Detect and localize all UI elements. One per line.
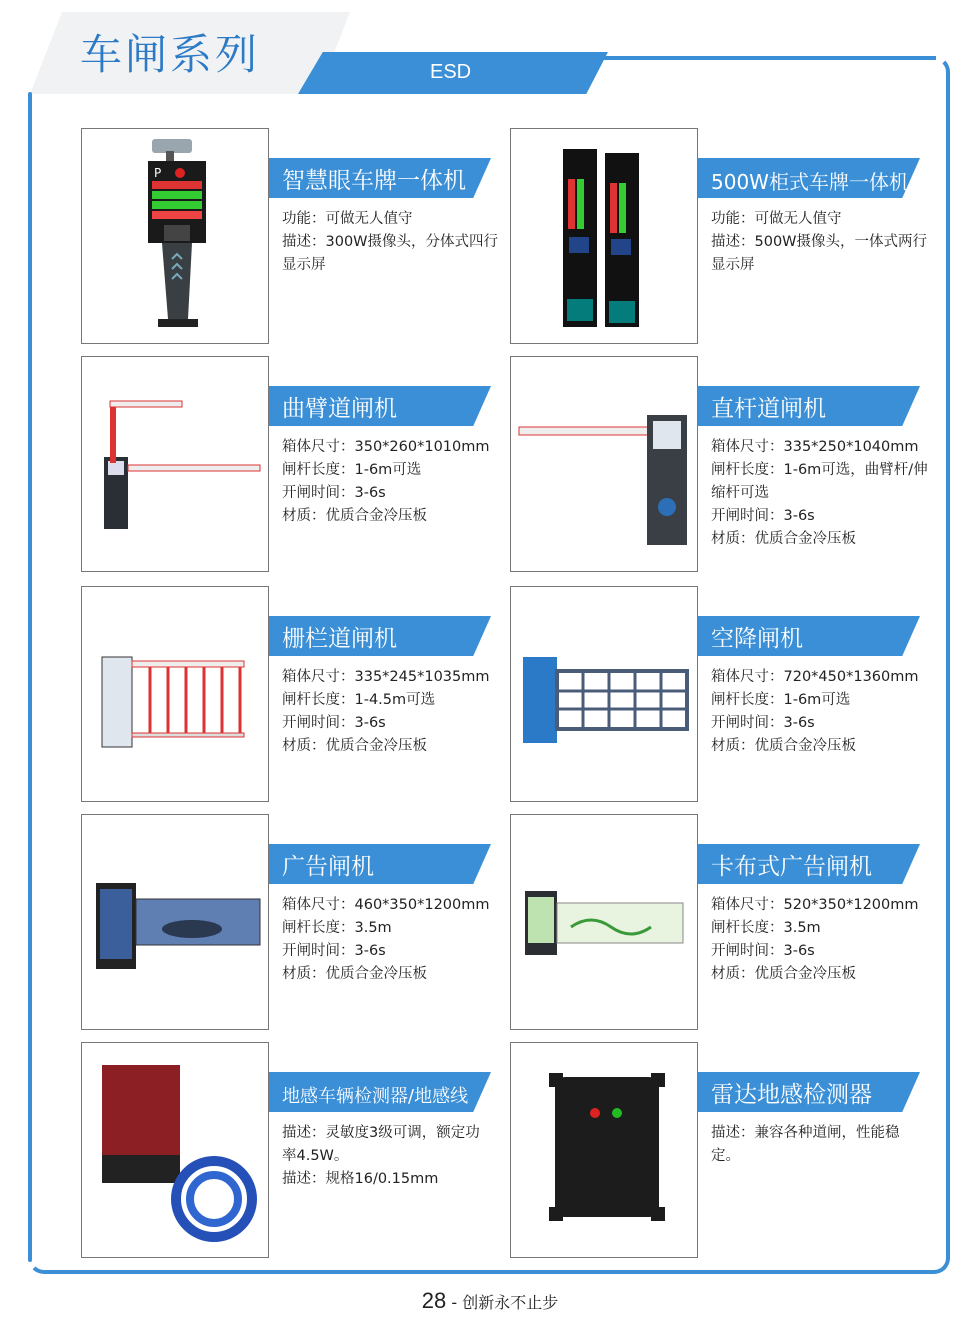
page-title: 车闸系列 xyxy=(80,30,261,79)
product-image-folding-barrier xyxy=(81,356,269,572)
spec-line: 材质：优质合金冷压板 xyxy=(711,738,856,754)
spec-line: 箱体尺寸：335*245*1035mm xyxy=(282,669,490,685)
spec-line: 功能：可做无人值守 xyxy=(711,211,842,227)
product-description xyxy=(711,436,936,551)
spec-line: 描述：兼容各种道闸，性能稳定。 xyxy=(711,1125,900,1164)
spec-line: 箱体尺寸：460*350*1200mm xyxy=(282,897,490,913)
spec-line: 闸杆长度：3.5m xyxy=(282,920,392,936)
product-title: 空降闸机 xyxy=(711,626,803,652)
product-card xyxy=(81,128,511,346)
product-title: 智慧眼车牌一体机 xyxy=(282,168,466,194)
product-description xyxy=(711,894,936,986)
product-image-fabric-ad-barrier xyxy=(510,814,698,1030)
page-number: 28 xyxy=(421,1288,447,1313)
product-image-airdrop-barrier xyxy=(510,586,698,802)
product-image-ad-barrier xyxy=(81,814,269,1030)
product-image-loop-detector xyxy=(81,1042,269,1258)
product-card xyxy=(510,586,940,804)
page-footer xyxy=(0,1288,980,1314)
spec-line: 闸杆长度：1-6m可选 xyxy=(282,462,422,478)
product-image-straight-barrier xyxy=(510,356,698,572)
spec-line: 描述：500W摄像头，一体式两行显示屏 xyxy=(711,234,928,273)
product-description xyxy=(282,666,507,758)
product-description xyxy=(282,436,507,528)
product-image-fence-barrier xyxy=(81,586,269,802)
product-image-radar-detector xyxy=(510,1042,698,1258)
product-title: 广告闸机 xyxy=(282,854,374,880)
product-description xyxy=(282,1122,487,1191)
svg-text:P: P xyxy=(154,166,162,180)
product-card xyxy=(510,356,940,574)
product-card xyxy=(510,814,940,1032)
spec-line: 开闸时间：3-6s xyxy=(711,943,815,959)
product-title: 直杆道闸机 xyxy=(711,396,826,422)
product-card xyxy=(81,356,511,574)
spec-line: 材质：优质合金冷压板 xyxy=(282,966,427,982)
spec-line: 闸杆长度：1-6m可选 xyxy=(711,692,851,708)
product-description xyxy=(711,208,936,277)
spec-line: 描述：灵敏度3级可调，额定功率4.5W。 xyxy=(282,1125,480,1164)
spec-line: 材质：优质合金冷压板 xyxy=(282,738,427,754)
product-description xyxy=(711,1122,916,1168)
product-title: 曲臂道闸机 xyxy=(282,396,397,422)
spec-line: 开闸时间：3-6s xyxy=(282,943,386,959)
spec-line: 材质：优质合金冷压板 xyxy=(711,966,856,982)
spec-line: 箱体尺寸：335*250*1040mm xyxy=(711,439,919,455)
product-description xyxy=(282,894,507,986)
spec-line: 开闸时间：3-6s xyxy=(711,508,815,524)
spec-line: 材质：优质合金冷压板 xyxy=(282,508,427,524)
product-title: 栅栏道闸机 xyxy=(282,626,397,652)
spec-line: 描述：规格16/0.15mm xyxy=(282,1171,439,1187)
product-image-lpr-camera xyxy=(81,128,269,344)
spec-line: 功能：可做无人值守 xyxy=(282,211,413,227)
product-card xyxy=(81,1042,511,1260)
subtitle: ESD xyxy=(430,61,472,83)
product-title: 地感车辆检测器/地感线 xyxy=(282,1086,469,1107)
product-card xyxy=(510,1042,940,1260)
product-title: 卡布式广告闸机 xyxy=(711,854,872,880)
product-title: 500W柜式车牌一体机 xyxy=(711,170,909,194)
product-description xyxy=(711,666,936,758)
product-card xyxy=(81,814,511,1032)
spec-line: 材质：优质合金冷压板 xyxy=(711,531,856,547)
spec-line: 描述：300W摄像头，分体式四行显示屏 xyxy=(282,234,499,273)
product-card xyxy=(510,128,940,346)
product-image-cabinet-lpr xyxy=(510,128,698,344)
product-title: 雷达地感检测器 xyxy=(711,1082,872,1108)
spec-line: 箱体尺寸：350*260*1010mm xyxy=(282,439,490,455)
spec-line: 闸杆长度：1-6m可选，曲臂杆/伸缩杆可选 xyxy=(711,462,928,501)
spec-line: 开闸时间：3-6s xyxy=(711,715,815,731)
spec-line: 箱体尺寸：720*450*1360mm xyxy=(711,669,919,685)
spec-line: 箱体尺寸：520*350*1200mm xyxy=(711,897,919,913)
footer-slogan: - 创新永不止步 xyxy=(451,1293,559,1312)
spec-line: 闸杆长度：1-4.5m可选 xyxy=(282,692,436,708)
product-description xyxy=(282,208,507,277)
product-card xyxy=(81,586,511,804)
spec-line: 开闸时间：3-6s xyxy=(282,715,386,731)
spec-line: 闸杆长度：3.5m xyxy=(711,920,821,936)
spec-line: 开闸时间：3-6s xyxy=(282,485,386,501)
